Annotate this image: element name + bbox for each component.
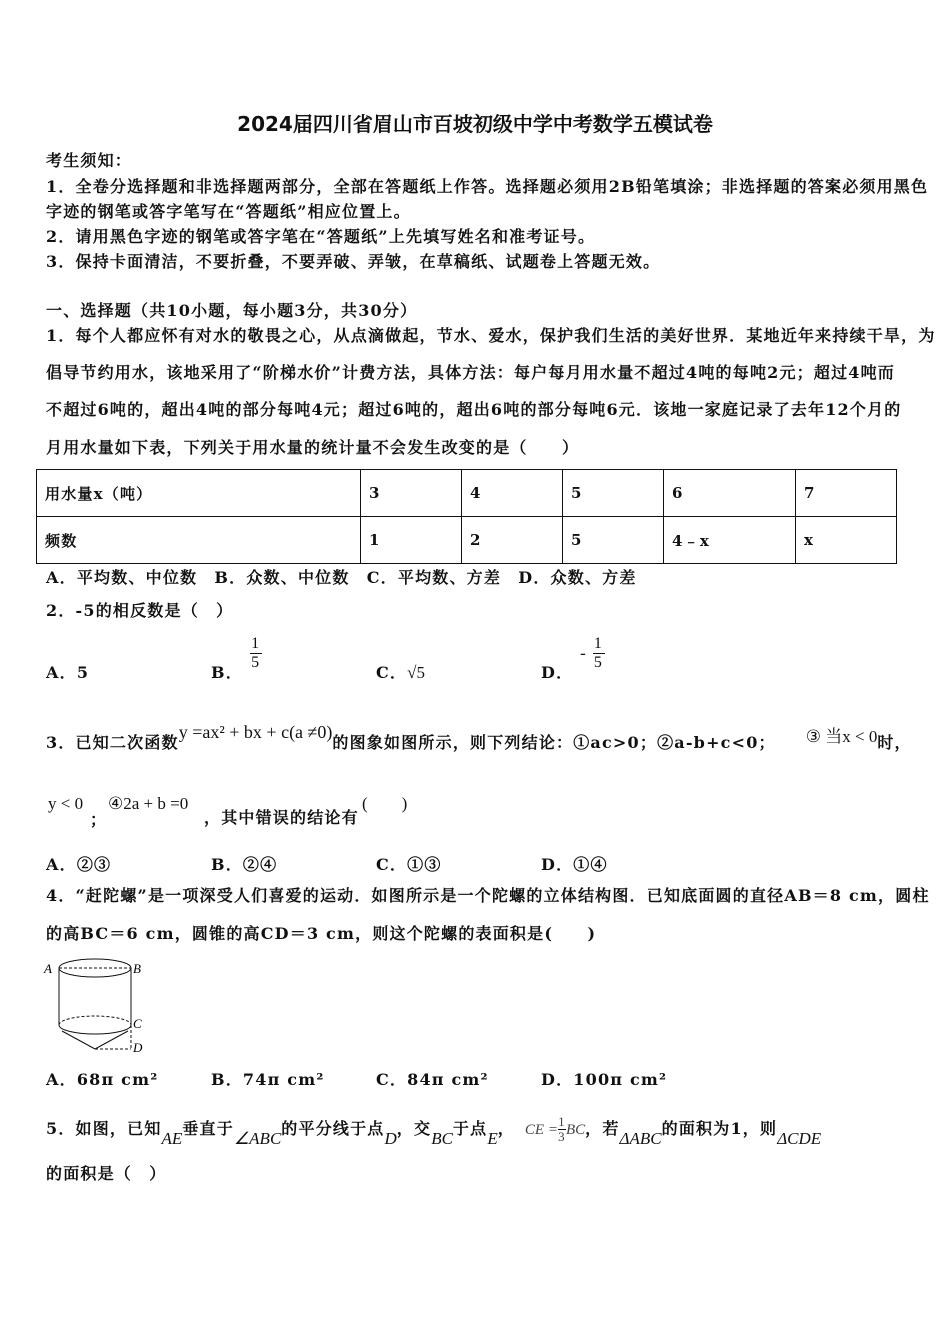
- q2-stem: 2．-5的相反数是（ ）: [46, 601, 234, 620]
- table-row: [37, 470, 897, 517]
- denominator: 3: [558, 1129, 566, 1144]
- q5-math: E: [487, 1129, 498, 1148]
- numerator: 1: [593, 635, 604, 652]
- table-cell: 4﹣x: [664, 517, 796, 564]
- q5-math: ∠ABC: [233, 1129, 282, 1148]
- table-cell: 4: [462, 470, 563, 517]
- q4-option-a: A．68π cm²: [46, 1070, 159, 1089]
- notice-heading: 考生须知：: [46, 151, 133, 170]
- q5-text: 垂直于: [182, 1119, 234, 1138]
- notice-line: 字迹的钢笔或答字笔写在“答题纸”相应位置上。: [46, 202, 411, 221]
- q5-math: CE =: [524, 1122, 558, 1138]
- q5-math: ΔCDE: [777, 1129, 822, 1148]
- q5-math: BC: [565, 1122, 586, 1138]
- q5-math: BC: [431, 1129, 453, 1148]
- option-label: C．: [376, 663, 408, 682]
- q5-text: 5．如图，已知: [46, 1119, 162, 1138]
- table-cell: 2: [462, 517, 563, 564]
- spinning-top-figure: [40, 953, 150, 1058]
- fraction: [593, 635, 605, 672]
- q5-text: ，若: [585, 1119, 620, 1138]
- table-cell: 5: [563, 517, 664, 564]
- q3-math: y < 0: [48, 794, 84, 813]
- table-cell: 7: [796, 470, 897, 517]
- q3-line2: [48, 794, 83, 814]
- water-usage-table: [36, 469, 897, 564]
- notice-line: 1．全卷分选择题和非选择题两部分，全部在答题纸上作答。选择题必须用2B铅笔填涂；非选择题的答案必须用黑色: [46, 177, 929, 196]
- label-d: D: [133, 1040, 144, 1055]
- q1-line: 不超过6吨的，超出4吨的部分每吨4元；超过6吨的，超出6吨的部分每吨6元．该地一家庭记录了去年12个月的: [46, 400, 902, 419]
- table-cell: 频数: [37, 517, 361, 564]
- q5-text: 于点: [452, 1119, 488, 1138]
- q2-option-d: [541, 635, 605, 683]
- q3-line1: [46, 722, 912, 753]
- q5-text: ，: [497, 1119, 515, 1138]
- q3-conclusion-4: [108, 794, 188, 814]
- q3-end: ，其中错误的结论有: [204, 808, 359, 827]
- table-cell: 3: [361, 470, 462, 517]
- q3-math: x < 0: [842, 727, 878, 746]
- q5-math: D: [384, 1129, 397, 1148]
- option-label: B．: [211, 663, 243, 682]
- q5-line1: [46, 1114, 822, 1148]
- q4-option-c: C．84π cm²: [376, 1070, 489, 1089]
- bottom-ellipse-back: [59, 1016, 131, 1025]
- table-cell: 用水量x（吨）: [37, 470, 361, 517]
- section-heading: 一、选择题（共10小题，每小题3分，共30分）: [46, 301, 418, 320]
- q5-text: ，交: [396, 1119, 432, 1138]
- q4-option-b: B．74π cm²: [211, 1070, 325, 1089]
- notice-line: 3．保持卡面清洁，不要折叠，不要弄破、弄皱，在草稿纸、试题卷上答题无效。: [46, 252, 661, 271]
- minus-sign: -: [580, 643, 586, 663]
- q5-text: 的平分线于点: [281, 1119, 385, 1138]
- q1-line: 1．每个人都应怀有对水的敬畏之心，从点滴做起，节水、爱水，保护我们生活的美好世界．某地近年来持续干旱，为: [46, 326, 936, 345]
- q1-line: 月用水量如下表，下列关于用水量的统计量不会发生改变的是（ ）: [46, 438, 580, 457]
- bottom-ellipse-front: [59, 1025, 131, 1034]
- denominator: 5: [251, 654, 261, 671]
- q5-text: 的面积为1，则: [661, 1119, 778, 1138]
- q3-conclusion-3: ③ 当: [805, 727, 843, 746]
- numerator: 1: [558, 1114, 566, 1129]
- label-b: B: [133, 961, 143, 976]
- q3-conclusions: 的图象如图所示，则下列结论：①ac>0；②a-b+c<0；: [332, 733, 776, 752]
- denominator: 5: [593, 654, 604, 671]
- answer-paren: ( ): [362, 794, 408, 813]
- sqrt-value: √5: [407, 663, 425, 682]
- q4-line: 的高BC＝6 cm，圆锥的高CD＝3 cm，则这个陀螺的表面积是( ): [46, 924, 597, 943]
- q4-line: 4．“赶陀螺”是一项深受人们喜爱的运动．如图所示是一个陀螺的立体结构图．已知底面圆的直径AB＝8 cm，圆柱: [46, 886, 930, 905]
- q3-option-d: D．①④: [541, 855, 608, 874]
- q3-semicolon: ；: [90, 810, 108, 829]
- q3-paren: [362, 794, 407, 814]
- q3-math: ④2a + b =0: [108, 794, 189, 813]
- q2-option-a: A．5: [46, 663, 90, 682]
- q3-option-a: A．②③: [46, 855, 112, 874]
- q3-option-b: B．②④: [211, 855, 278, 874]
- q3-text: 时，: [877, 733, 912, 752]
- label-c: C: [133, 1016, 143, 1031]
- q5-math: ΔABC: [619, 1129, 662, 1148]
- table-cell: 1: [361, 517, 462, 564]
- table-row: [37, 517, 897, 564]
- numerator: 1: [251, 635, 261, 652]
- q1-options: A．平均数、中位数 B．众数、中位数 C．平均数、方差 D．众数、方差: [46, 568, 637, 587]
- table-cell: 6: [664, 470, 796, 517]
- fraction: [250, 635, 262, 672]
- q5-line2: 的面积是（ ）: [46, 1164, 167, 1183]
- label-a: A: [44, 961, 54, 976]
- table-cell: x: [796, 517, 897, 564]
- fraction: [558, 1115, 566, 1144]
- q2-option-b: [211, 635, 262, 683]
- notice-line: 2．请用黑色字迹的钢笔或答字笔在“答题纸”上先填写姓名和准考证号。: [46, 227, 596, 246]
- q4-option-d: D．100π cm²: [541, 1070, 668, 1089]
- q3-option-c: C．①③: [376, 855, 442, 874]
- q1-line: 倡导节约用水，该地采用了“阶梯水价”计费方法，具体方法：每户每月用水量不超过4吨的每吨2元；超过4吨而: [46, 363, 896, 382]
- page-title: 2024届四川省眉山市百坡初级中学中考数学五模试卷: [237, 112, 713, 136]
- option-label: D．: [541, 663, 574, 682]
- q5-math: AE: [161, 1129, 183, 1148]
- table-cell: 5: [563, 470, 664, 517]
- q2-option-c: [376, 660, 425, 683]
- q3-prefix: 3．已知二次函数: [46, 733, 179, 752]
- q3-formula: y =ax² + bx + c(a ≠0): [178, 722, 333, 742]
